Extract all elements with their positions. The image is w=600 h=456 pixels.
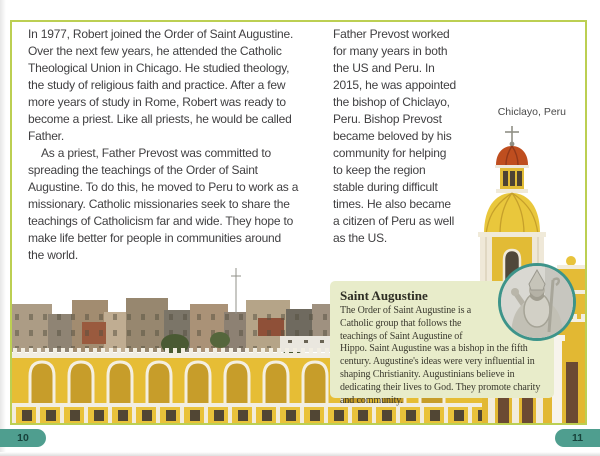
statue-illustration xyxy=(501,266,573,338)
paragraph: In 1977, Robert joined the Order of Saint Augustine. Over the next few years, he attended the Catholic Theological Union in Chicago. He studied theology, the study of religious faith and practice. After a few more years of study in Rome, Robert was ready to become a priest. Like all priests, he would be called Father. xyxy=(28,27,294,143)
tree xyxy=(210,332,230,348)
paragraph: Father Prevost worked for many years in both the US and Peru. In 2015, he was appointed the bishop of Chiclayo, Peru. Bishop Prevost became beloved by his community for helping to keep the region stable during difficult times. He also became a citizen of Peru as well as the US. xyxy=(333,27,457,245)
photo-caption: Chiclayo, Peru xyxy=(497,106,566,118)
page-number-tab-left: 10 xyxy=(0,429,46,447)
right-page-text xyxy=(333,26,457,247)
page-edge-left xyxy=(0,0,6,456)
saint-augustine-statue-photo xyxy=(498,263,576,341)
left-page-text xyxy=(28,26,300,264)
fact-box-body: The Order of Saint Augustine is a Catholic group that follows the teachings of Saint Augustine of Hippo. Saint Augustine was a bishop in the fifth century. Augustine's ideas were very influential in shaping Christianity. Augustinians believe in dedicating their lives to God. They promote charity and community. xyxy=(340,305,541,406)
page-edge-bottom xyxy=(0,452,600,456)
paragraph: As a priest, Father Prevost was committed to spreading the teachings of the Order of Saint Augustine. To do this, he moved to Peru to work as a missionary. Catholic missionaries seek to share the teachings of Catholicism far and wide. They hope to make life better for people in communities around the world. xyxy=(28,146,299,262)
page-number-tab-right: 11 xyxy=(555,429,600,447)
fact-box-title: Saint Augustine xyxy=(340,288,428,303)
